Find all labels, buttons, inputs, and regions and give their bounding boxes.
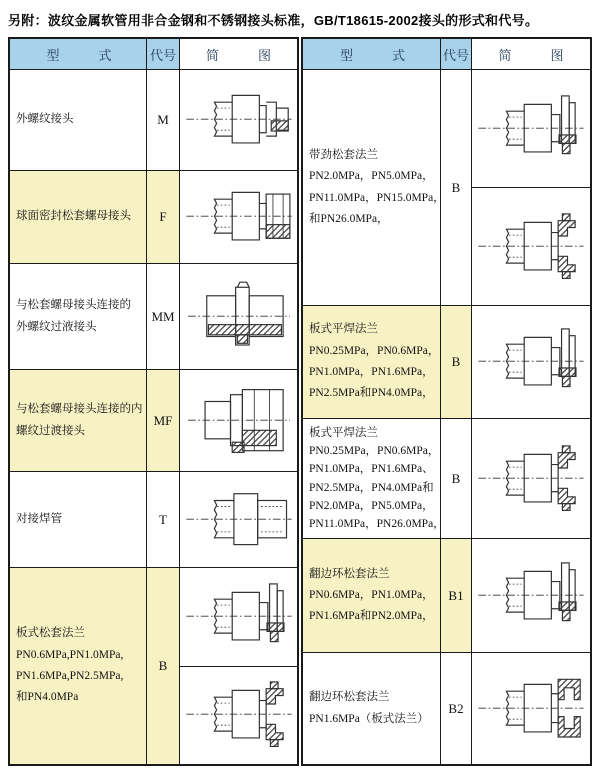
diagram-external-thread-fitting: [183, 79, 295, 161]
type-line: 板式松套法兰: [16, 627, 85, 640]
type-cell: [303, 653, 441, 764]
type-line: PN0.6MPa,PN1.0MPa,: [16, 648, 124, 661]
diagram-cell: [472, 306, 590, 418]
type-line: 板式平焊法兰: [309, 323, 378, 336]
type-line: PN0.25MPa，PN0.6MPa，: [309, 445, 440, 458]
diagram-plate-weld-flange-1: [475, 321, 587, 403]
type-line: PN1.6MPa（板式法兰）: [309, 712, 429, 725]
type-line: PN1.6MPa,PN2.5MPa,: [16, 670, 124, 682]
diagram-butt-weld-pipe: [183, 479, 295, 561]
diagram-cell: [180, 171, 297, 263]
code-cell: F: [147, 171, 180, 263]
type-line: PN2.5MPa和PN4.0MPa，: [309, 387, 434, 400]
type-line: 板式平焊法兰: [309, 427, 378, 440]
diagram-cell: [180, 568, 297, 764]
type-line: 和PN4.0MPa: [16, 691, 79, 704]
diagram-flanged-ring-loose-flange-b2: [475, 668, 587, 750]
diagram-spherical-seal-nut-fitting: [183, 176, 295, 258]
diagram-subcell: [472, 188, 590, 305]
diagram-cell: [472, 70, 590, 305]
type-line: 带劲松套法兰: [309, 148, 378, 161]
table-row: [303, 653, 590, 764]
table-right-half: [301, 37, 592, 766]
type-cell: [10, 171, 147, 263]
type-line: 外螺纹接头: [16, 113, 74, 126]
type-cell: [10, 370, 147, 471]
type-line: PN2.5MPa，PN4.0MPa和: [309, 481, 434, 494]
type-line: 螺纹过渡接头: [16, 424, 85, 437]
header-row-left: [10, 39, 297, 70]
page-title: 另附：波纹金属软管用非合金钢和不锈钢接头标准，GB/T18615-2002接头的形式和代号。: [8, 13, 539, 28]
code-cell: B: [441, 419, 472, 538]
type-line: 与松套螺母接头连接的内: [16, 403, 143, 416]
type-cell: [303, 70, 445, 305]
header-code: 代号: [441, 39, 472, 69]
type-cell: [303, 539, 441, 652]
table-row: [10, 264, 297, 370]
diagram-plate-loose-flange-2: [183, 674, 295, 756]
type-line: 翻边环松套法兰: [309, 691, 390, 704]
table-row: [303, 419, 590, 539]
type-line: PN1.0MPa，PN1.6MPa，: [309, 366, 434, 378]
diagram-subcell: [180, 568, 297, 667]
diagram-cell: [180, 264, 297, 369]
header-diagram: 简 图: [472, 39, 590, 69]
fittings-table: [8, 37, 592, 766]
code-cell: M: [147, 70, 180, 170]
diagram-cell: [472, 653, 590, 764]
code-cell: T: [147, 472, 180, 567]
table-row: [303, 539, 590, 653]
header-code: 代号: [147, 39, 180, 69]
diagram-cell: [180, 370, 297, 471]
header-row-right: [303, 39, 590, 70]
type-cell: [303, 419, 445, 538]
type-line: PN1.6MPa和PN2.0MPa，: [309, 610, 434, 623]
type-line: 对接焊管: [16, 512, 62, 525]
diagram-plate-loose-flange-1: [183, 576, 295, 658]
diagram-plate-weld-flange-2: [475, 438, 587, 520]
table-row: [10, 568, 297, 764]
table-row: [10, 171, 297, 264]
type-line: PN0.6MPa，PN1.0MPa，: [309, 588, 434, 601]
type-line: 和PN26.0MPa，: [309, 212, 389, 225]
diagram-male-adapter-nipple: [183, 276, 295, 358]
type-line: 与松套螺母接头连接的: [16, 299, 131, 312]
code-cell: B2: [441, 653, 472, 764]
diagram-cell: [472, 539, 590, 652]
code-cell: B: [147, 568, 180, 764]
type-line: PN0.25MPa，PN0.6MPa，: [309, 344, 440, 357]
diagram-neck-loose-flange-2: [475, 206, 587, 288]
diagram-neck-loose-flange-1: [475, 88, 587, 170]
table-row: [10, 472, 297, 568]
type-line: 球面密封松套螺母接头: [16, 210, 131, 223]
diagram-cell: [180, 70, 297, 170]
type-cell: [10, 472, 147, 567]
table-left-half: [8, 37, 299, 766]
diagram-female-adapter: [183, 380, 295, 462]
type-cell: [10, 568, 147, 764]
type-line: PN11.0MPa，PN26.0MPa，: [309, 517, 445, 530]
diagram-cell: [472, 419, 590, 538]
type-line: PN1.0MPa，PN1.6MPa、: [309, 463, 434, 476]
type-cell: [303, 306, 441, 418]
type-cell: [10, 70, 147, 170]
diagram-cell: [180, 472, 297, 567]
table-row: [303, 70, 590, 306]
type-line: PN11.0MPa，PN15.0MPa，: [309, 191, 445, 204]
code-cell: B: [441, 70, 472, 305]
code-cell: MF: [147, 370, 180, 471]
type-line: PN2.0MPa，PN5.0MPa，: [309, 170, 434, 183]
table-row: [303, 306, 590, 419]
header-type: 型 式: [10, 39, 147, 69]
diagram-subcell: [472, 70, 590, 188]
type-line: 外螺纹过液接头: [16, 320, 97, 333]
diagram-flanged-ring-loose-flange-b1: [475, 555, 587, 637]
type-line: 翻边环松套法兰: [309, 567, 390, 580]
code-cell: B1: [441, 539, 472, 652]
header-diagram: 简 图: [180, 39, 297, 69]
code-cell: MM: [147, 264, 180, 369]
type-cell: [10, 264, 147, 369]
diagram-subcell: [180, 667, 297, 765]
table-row: [10, 370, 297, 472]
header-type: 型 式: [303, 39, 441, 69]
type-line: PN2.0MPa，PN5.0MPa，: [309, 499, 434, 512]
table-row: [10, 70, 297, 171]
code-cell: B: [441, 306, 472, 418]
